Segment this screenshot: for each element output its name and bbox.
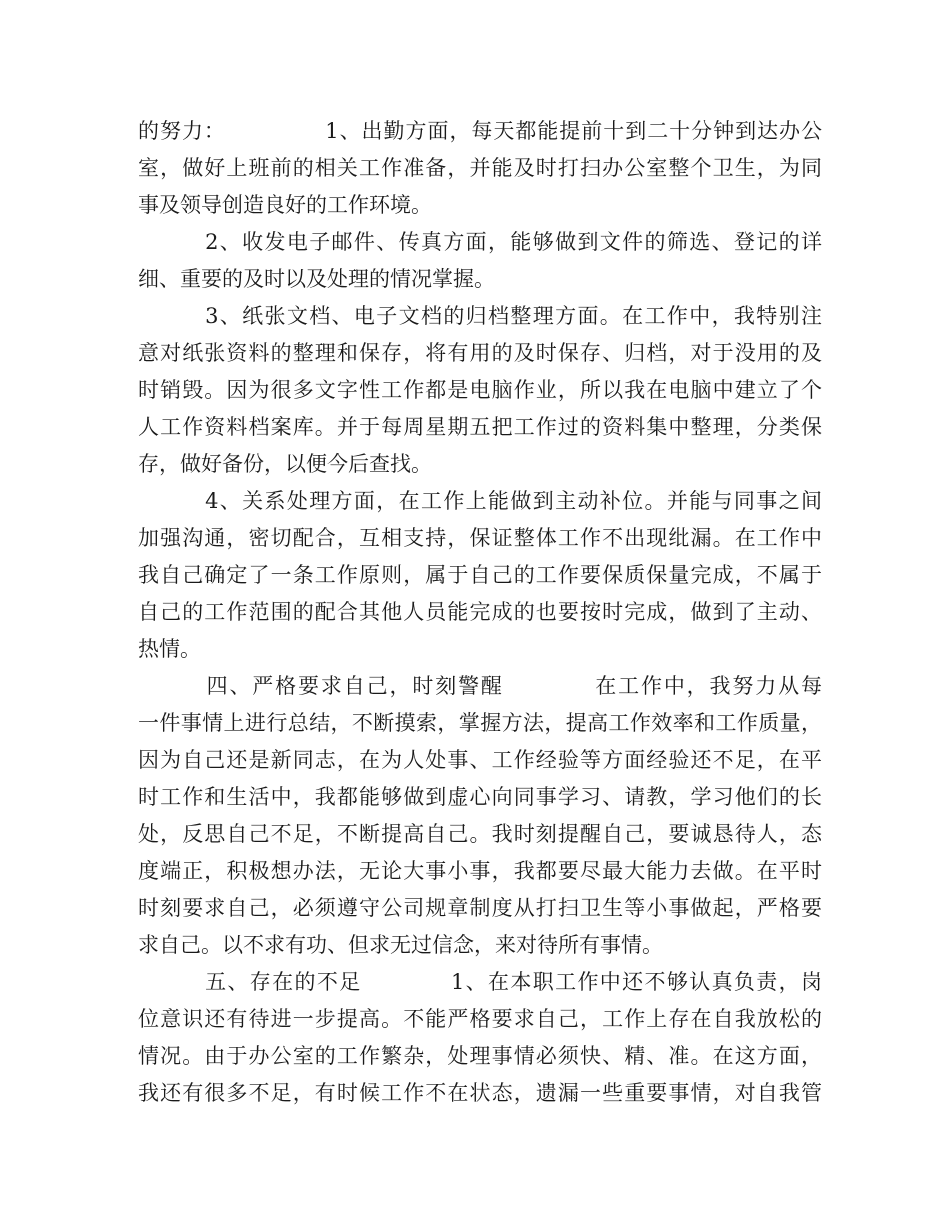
text-line: 4、关系处理方面，在工作上能做到主动补位。并能与同事之间 bbox=[138, 489, 822, 513]
text-line: 意对纸张资料的整理和保存，将有用的及时保存、归档，对于没用的及 bbox=[138, 341, 822, 365]
text-line: 热情。 bbox=[138, 637, 201, 661]
text-line: 时刻要求自己，必须遵守公司规章制度从打扫卫生等小事做起，严格要 bbox=[138, 896, 822, 920]
text-line: 四、严格要求自己，时刻警醒 在工作中，我努力从每 bbox=[138, 674, 822, 698]
text-line: 处，反思自己不足，不断提高自己。我时刻提醒自己，要诚恳待人，态 bbox=[138, 822, 822, 846]
text-line: 我还有很多不足，有时候工作不在状态，遗漏一些重要事情，对自我管 bbox=[138, 1081, 822, 1105]
text-line: 求自己。以不求有功、但求无过信念，来对待所有事情。 bbox=[138, 933, 663, 957]
text-line: 3、纸张文档、电子文档的归档整理方面。在工作中，我特别注 bbox=[138, 304, 822, 328]
text-line: 因为自己还是新同志，在为人处事、工作经验等方面经验还不足，在平 bbox=[138, 748, 822, 772]
text-line: 我自己确定了一条工作原则，属于自己的工作要保质保量完成，不属于 bbox=[138, 563, 822, 587]
text-line: 自己的工作范围的配合其他人员能完成的也要按时完成，做到了主动、 bbox=[138, 600, 822, 624]
text-line: 加强沟通，密切配合，互相支持，保证整体工作不出现纰漏。在工作中 bbox=[138, 526, 822, 550]
text-line: 一件事情上进行总结，不断摸索，掌握方法，提高工作效率和工作质量， bbox=[138, 711, 822, 735]
text-line: 的努力： 1、出勤方面，每天都能提前十到二十分钟到达办公 bbox=[138, 119, 822, 143]
text-line: 时工作和生活中，我都能够做到虚心向同事学习、请教，学习他们的长 bbox=[138, 785, 822, 809]
text-line: 时销毁。因为很多文字性工作都是电脑作业，所以我在电脑中建立了个 bbox=[138, 378, 822, 402]
text-line: 事及领导创造良好的工作环境。 bbox=[138, 193, 432, 217]
text-line: 五、存在的不足 1、在本职工作中还不够认真负责，岗 bbox=[138, 970, 822, 994]
text-line: 室，做好上班前的相关工作准备，并能及时打扫办公室整个卫生，为同 bbox=[138, 156, 822, 180]
text-line: 位意识还有待进一步提高。不能严格要求自己，工作上存在自我放松的 bbox=[138, 1007, 822, 1031]
text-line: 2、收发电子邮件、传真方面，能够做到文件的筛选、登记的详 bbox=[138, 230, 822, 254]
text-line: 存，做好备份，以便今后查找。 bbox=[138, 452, 432, 476]
text-line: 度端正，积极想办法，无论大事小事，我都要尽最大能力去做。在平时 bbox=[138, 859, 822, 883]
text-line: 情况。由于办公室的工作繁杂，处理事情必须快、精、准。在这方面， bbox=[138, 1044, 822, 1068]
text-line: 细、重要的及时以及处理的情况掌握。 bbox=[138, 267, 495, 291]
document-body bbox=[138, 113, 822, 1112]
text-line: 人工作资料档案库。并于每周星期五把工作过的资料集中整理，分类保 bbox=[138, 415, 822, 439]
